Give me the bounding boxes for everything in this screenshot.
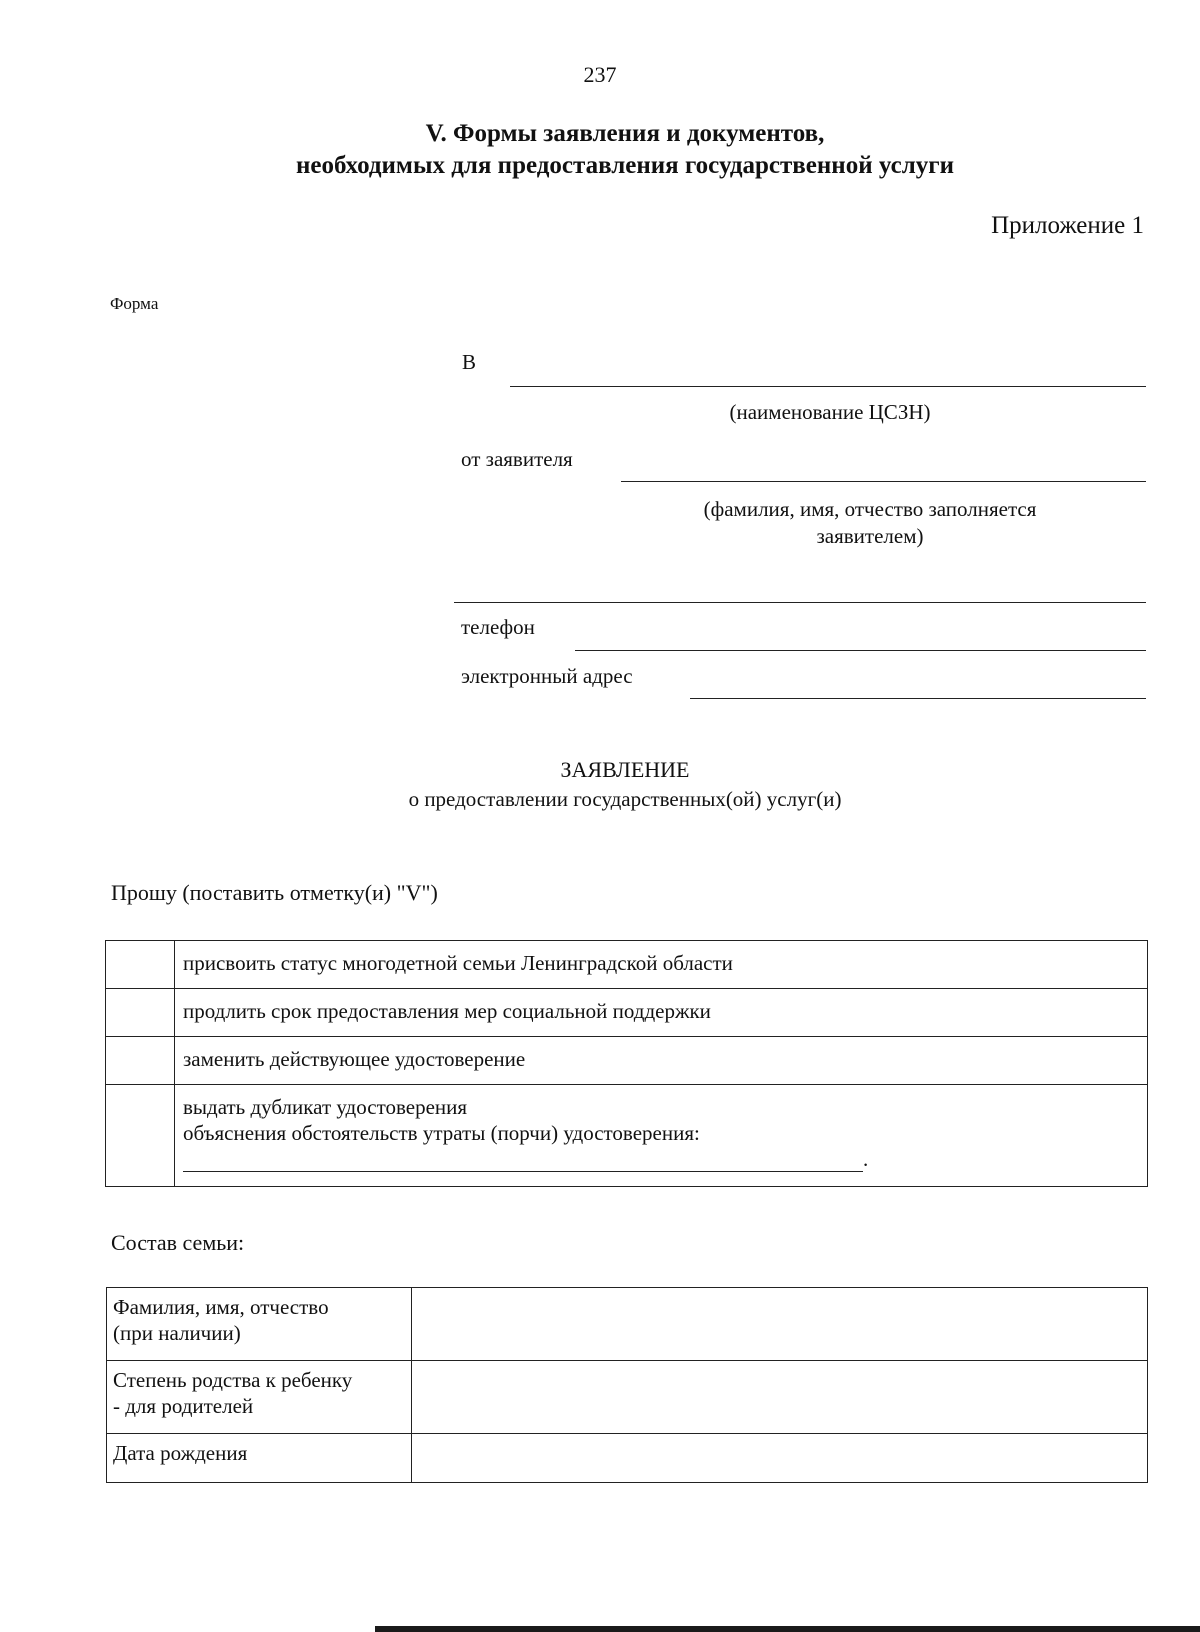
table-row [106,1037,1148,1085]
section-title-line1: V. Формы заявления и документов, [425,120,825,147]
table-row [106,941,1148,989]
from-caption [640,496,1100,550]
family-row-header-line2: - для родителей [113,1394,254,1418]
to-line[interactable] [510,386,1146,387]
application-title: ЗАЯВЛЕНИЕ [560,757,690,782]
family-row-header-line2: (при наличии) [113,1321,241,1345]
table-row [107,1434,1148,1483]
phone-label: телефон [461,615,535,639]
to-label: В [462,350,477,374]
scan-edge-bar [375,1626,1200,1632]
family-relation-field[interactable] [412,1361,1148,1434]
appendix-label: Приложение 1 [991,212,1144,239]
from-line[interactable] [621,481,1146,482]
table-row [106,1085,1148,1187]
services-table [105,940,1148,1187]
request-label: Прошу (поставить отметку(и) "V") [111,880,438,905]
family-row-header [107,1361,412,1434]
family-row-header-line1: Дата рождения [113,1441,248,1465]
service-text: выдать дубликат удостоверения [183,1095,468,1119]
section-title-line2: необходимых для предоставления государственной услуги [296,152,954,179]
from-label: от заявителя [461,447,573,471]
family-table [106,1287,1148,1483]
explanation-line[interactable] [183,1151,863,1172]
from-caption-line2: заявителем) [816,524,924,548]
family-label: Состав семьи: [111,1230,245,1255]
family-row-header-line1: Степень родства к ребенку [113,1368,353,1392]
section-title [0,118,1200,182]
service-text: заменить действующее удостоверение [175,1037,1148,1085]
explanation-field-row [183,1146,1139,1172]
service-note: объяснения обстоятельств утраты (порчи) удостоверения: [183,1121,700,1145]
email-line[interactable] [690,698,1146,699]
family-row-header [107,1288,412,1361]
service-checkbox-duplicate[interactable] [106,1085,175,1187]
family-name-field[interactable] [412,1288,1148,1361]
page-number: 237 [583,62,617,87]
to-caption: (наименование ЦСЗН) [729,400,931,424]
application-subtitle: о предоставлении государственных(ой) услуг(и) [408,787,842,811]
family-birthdate-field[interactable] [412,1434,1148,1483]
form-label: Форма [110,294,159,313]
table-row [107,1288,1148,1361]
explanation-end-mark: . [863,1147,869,1171]
family-row-header-line1: Фамилия, имя, отчество [113,1295,329,1319]
service-cell-duplicate [175,1085,1148,1187]
from-extra-line[interactable] [454,602,1146,603]
service-text: присвоить статус многодетной семьи Ленинградской области [175,941,1148,989]
service-checkbox-extend[interactable] [106,989,175,1037]
table-row [106,989,1148,1037]
service-text: продлить срок предоставления мер социальной поддержки [175,989,1148,1037]
service-checkbox-replace[interactable] [106,1037,175,1085]
email-label: электронный адрес [461,664,633,688]
table-row [107,1361,1148,1434]
phone-line[interactable] [575,650,1146,651]
family-row-header [107,1434,412,1483]
from-caption-line1: (фамилия, имя, отчество заполняется [703,497,1037,521]
service-checkbox-status[interactable] [106,941,175,989]
